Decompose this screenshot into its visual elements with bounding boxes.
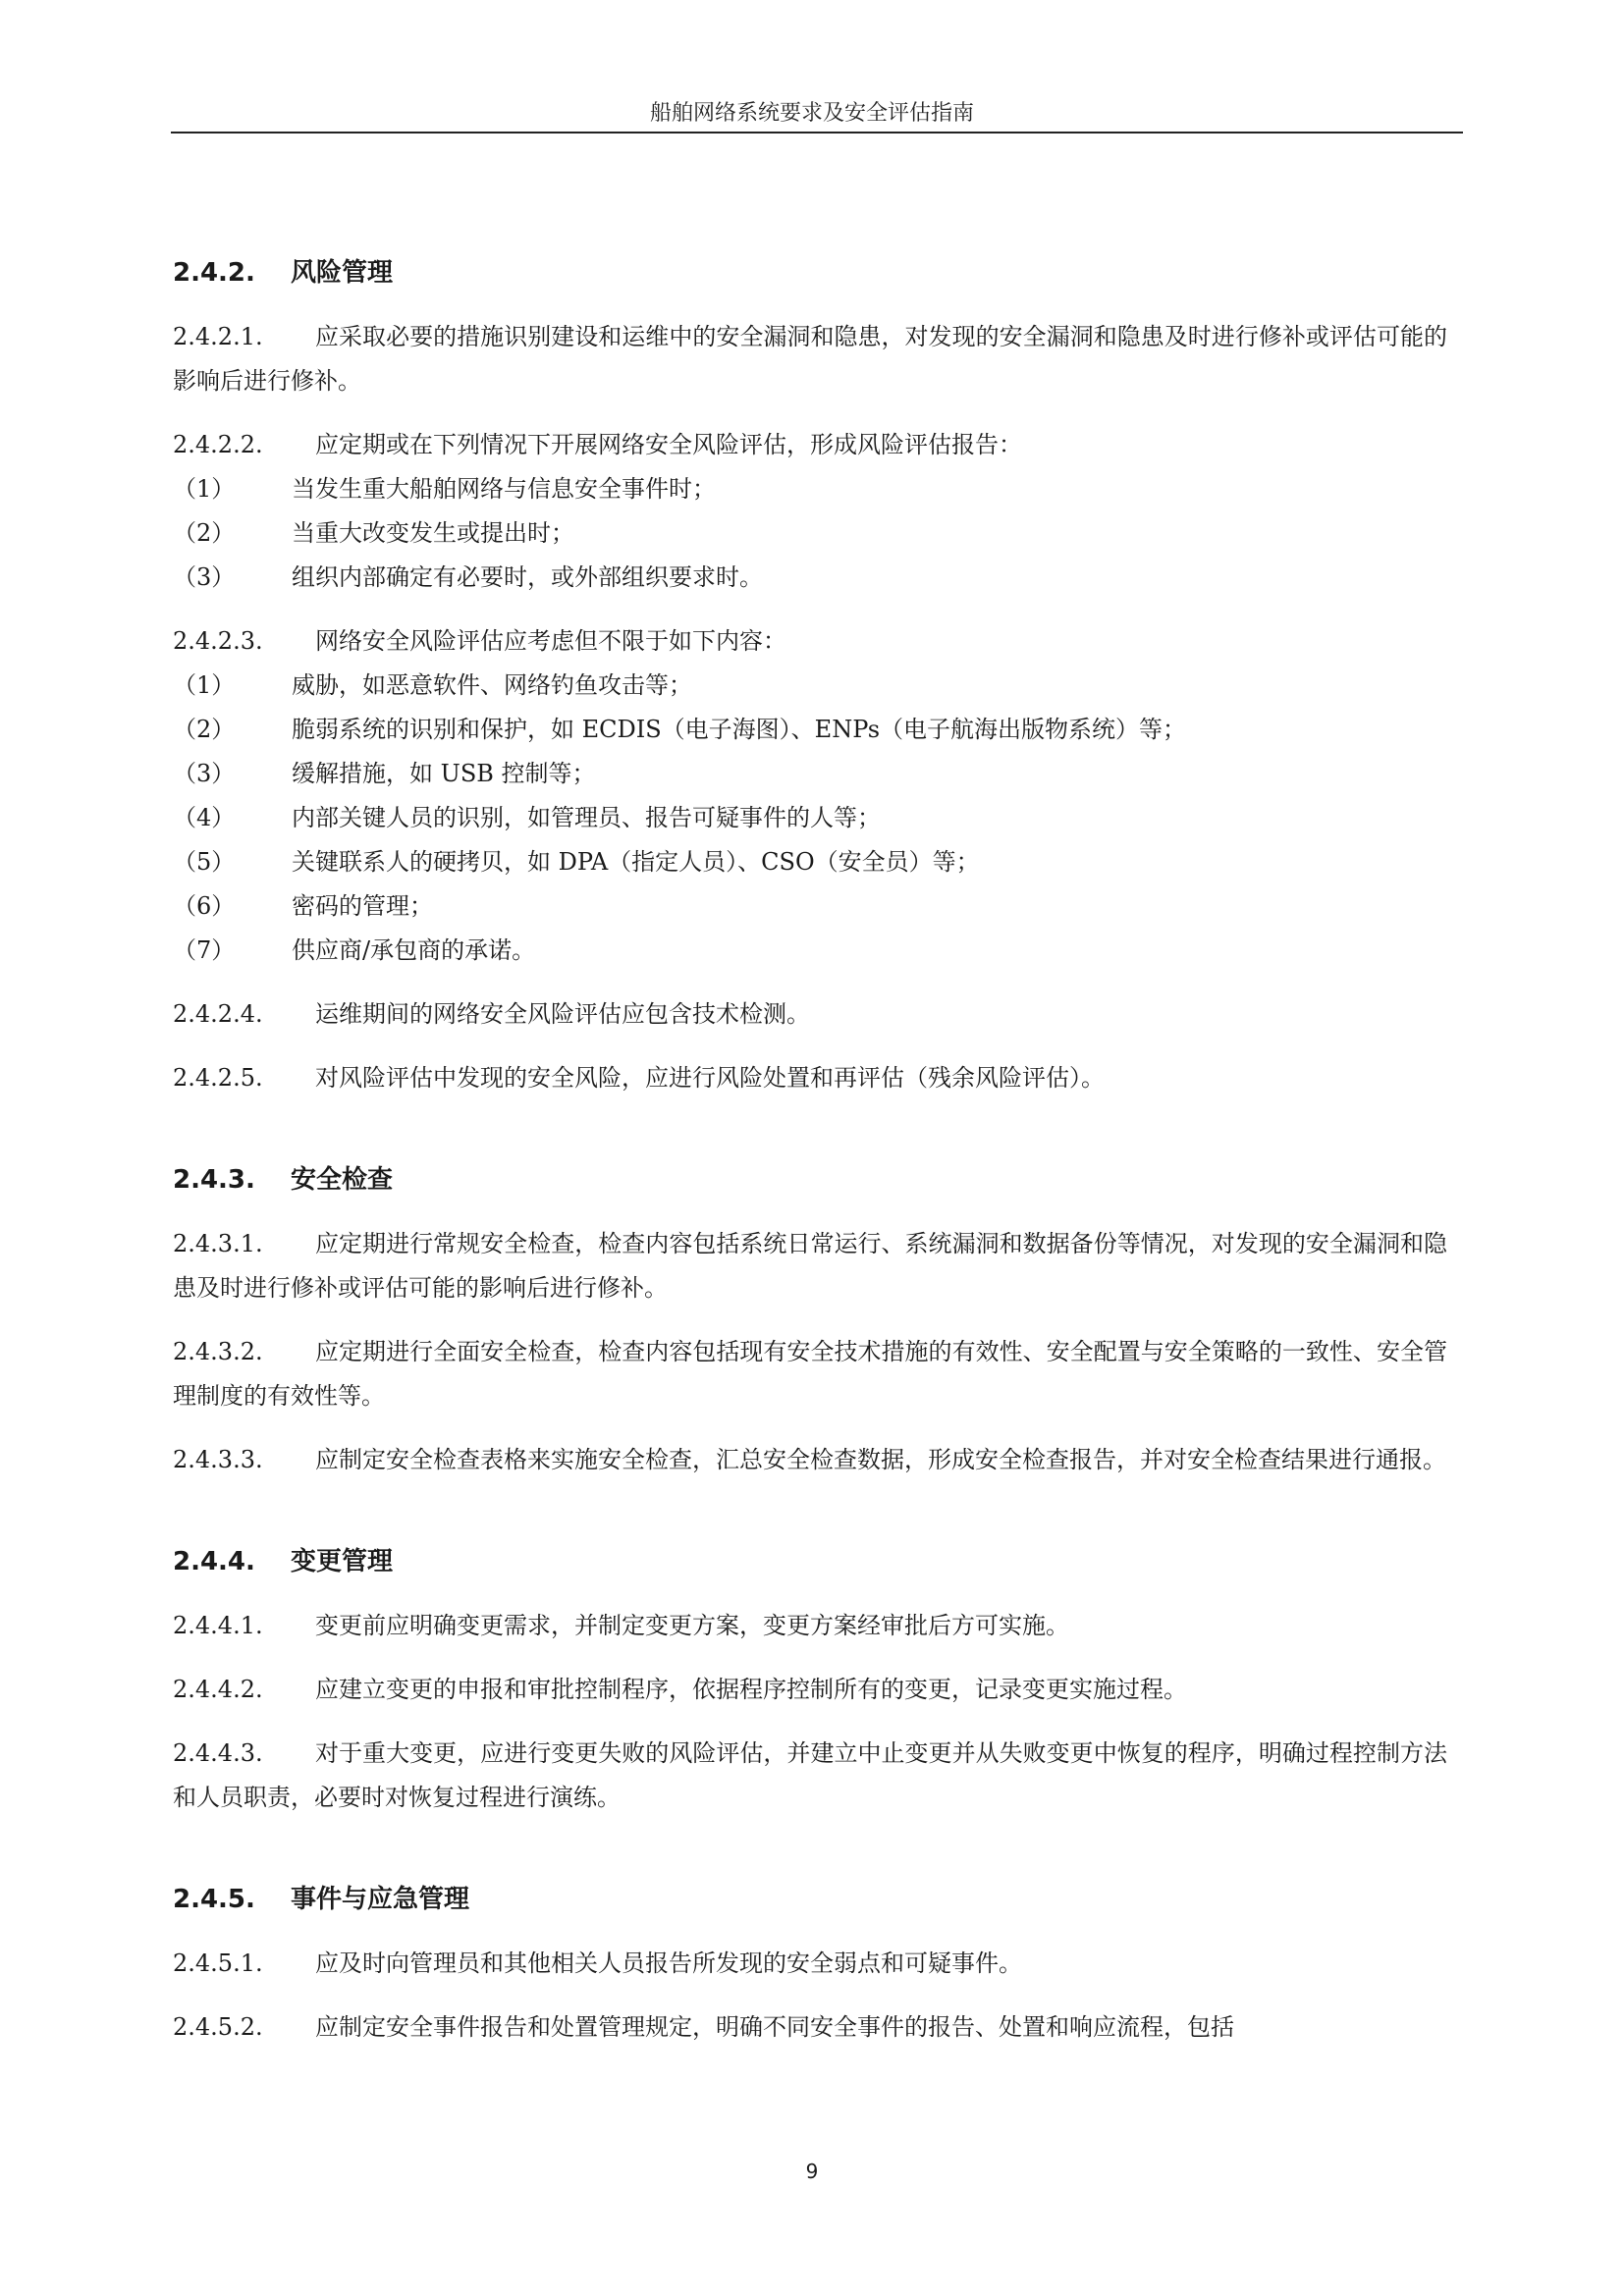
clause (173, 1222, 1447, 1310)
list-marker: （1） (173, 475, 236, 503)
section-number: 2.4.3. (173, 1165, 255, 1195)
section-heading (173, 1539, 1447, 1584)
clause-number: 2.4.3.3. (173, 1446, 263, 1473)
list-text: 密码的管理； (292, 892, 433, 920)
clause (173, 619, 1447, 664)
list-marker: （5） (173, 848, 236, 876)
clause (173, 1438, 1447, 1482)
list-text: 供应商/承包商的承诺。 (292, 936, 536, 964)
list-item (173, 796, 1447, 840)
section-heading (173, 250, 1447, 295)
list-item (173, 556, 1447, 600)
clause-text: 对风险评估中发现的安全风险，应进行风险处置和再评估（残余风险评估）。 (315, 1064, 1105, 1092)
clause (173, 1056, 1447, 1100)
header-rule (171, 132, 1463, 133)
clause-number: 2.4.3.2. (173, 1338, 263, 1365)
clause-text: 网络安全风险评估应考虑但不限于如下内容： (315, 627, 786, 655)
clause-number: 2.4.2.2. (173, 431, 263, 458)
clause-number: 2.4.5.2. (173, 2013, 263, 2041)
section-heading (173, 1877, 1447, 1922)
clause-number: 2.4.2.3. (173, 627, 263, 655)
clause-number: 2.4.4.1. (173, 1612, 263, 1639)
list-text: 关键联系人的硬拷贝，如 DPA（指定人员）、CSO（安全员）等； (292, 848, 980, 876)
list-item (173, 840, 1447, 884)
clause-number: 2.4.4.3. (173, 1739, 263, 1767)
clause-text: 应采取必要的措施识别建设和运维中的安全漏洞和隐患，对发现的安全漏洞和隐患及时进行修补或评估可能的影响后进行修补。 (173, 323, 1447, 395)
clause-text: 应制定安全检查表格来实施安全检查，汇总安全检查数据，形成安全检查报告，并对安全检查结果进行通报。 (315, 1446, 1446, 1473)
list-marker: （2） (173, 519, 236, 547)
clause (173, 1604, 1447, 1648)
list-marker: （7） (173, 936, 236, 964)
list-text: 威胁，如恶意软件、网络钓鱼攻击等； (292, 671, 692, 699)
clause-text: 应及时向管理员和其他相关人员报告所发现的安全弱点和可疑事件。 (315, 1949, 1022, 1977)
clause-number: 2.4.5.1. (173, 1949, 263, 1977)
clause-number: 2.4.2.5. (173, 1064, 263, 1092)
list-text: 缓解措施，如 USB 控制等； (292, 760, 596, 787)
section-heading (173, 1157, 1447, 1202)
clause-number: 2.4.2.1. (173, 323, 263, 350)
clause-text: 变更前应明确变更需求，并制定变更方案，变更方案经审批后方可实施。 (315, 1612, 1069, 1639)
document-body (173, 250, 1447, 2050)
page-number: 9 (805, 2160, 819, 2183)
clause-number: 2.4.2.4. (173, 1000, 263, 1028)
section-number: 2.4.5. (173, 1885, 255, 1914)
clause-number: 2.4.3.1. (173, 1230, 263, 1257)
clause (173, 423, 1447, 467)
clause (173, 1942, 1447, 1986)
clause-text: 应定期进行常规安全检查，检查内容包括系统日常运行、系统漏洞和数据备份等情况，对发现的安全漏洞和隐患及时进行修补或评估可能的影响后进行修补。 (173, 1230, 1447, 1302)
running-header: 船舶网络系统要求及安全评估指南 (649, 101, 974, 126)
clause (173, 1330, 1447, 1418)
clause-text: 应制定安全事件报告和处置管理规定，明确不同安全事件的报告、处置和响应流程，包括 (315, 2013, 1234, 2041)
list-item (173, 511, 1447, 556)
section-number: 2.4.2. (173, 258, 255, 288)
clause-text: 应建立变更的申报和审批控制程序，依据程序控制所有的变更，记录变更实施过程。 (315, 1676, 1187, 1703)
clause (173, 1732, 1447, 1820)
list-item (173, 884, 1447, 929)
clause-text: 应定期进行全面安全检查，检查内容包括现有安全技术措施的有效性、安全配置与安全策略的一致性、安全管理制度的有效性等。 (173, 1338, 1447, 1410)
list-text: 当发生重大船舶网络与信息安全事件时； (292, 475, 716, 503)
list-text: 当重大改变发生或提出时； (292, 519, 574, 547)
clause-number: 2.4.4.2. (173, 1676, 263, 1703)
list-marker: （4） (173, 804, 236, 831)
list-marker: （3） (173, 563, 236, 591)
section-title: 变更管理 (291, 1547, 394, 1576)
clause-text: 应定期或在下列情况下开展网络安全风险评估，形成风险评估报告： (315, 431, 1022, 458)
list-text: 内部关键人员的识别，如管理员、报告可疑事件的人等； (292, 804, 881, 831)
list-item (173, 752, 1447, 796)
clause (173, 2005, 1447, 2050)
list-item (173, 708, 1447, 752)
list-marker: （6） (173, 892, 236, 920)
list-marker: （2） (173, 716, 236, 743)
clause-text: 运维期间的网络安全风险评估应包含技术检测。 (315, 1000, 810, 1028)
clause (173, 315, 1447, 403)
section-title: 事件与应急管理 (291, 1885, 470, 1914)
list-item (173, 467, 1447, 511)
clause (173, 1668, 1447, 1712)
clause-text: 对于重大变更，应进行变更失败的风险评估，并建立中止变更并从失败变更中恢复的程序，明确过程控制方法和人员职责，必要时对恢复过程进行演练。 (173, 1739, 1447, 1811)
list-text: 组织内部确定有必要时，或外部组织要求时。 (292, 563, 763, 591)
list-marker: （1） (173, 671, 236, 699)
clause (173, 992, 1447, 1037)
list-item (173, 664, 1447, 708)
section-number: 2.4.4. (173, 1547, 255, 1576)
list-item (173, 929, 1447, 973)
section-title: 安全检查 (291, 1165, 394, 1195)
list-marker: （3） (173, 760, 236, 787)
section-title: 风险管理 (291, 258, 394, 288)
list-text: 脆弱系统的识别和保护，如 ECDIS（电子海图）、ENPs（电子航海出版物系统）等； (292, 716, 1187, 743)
